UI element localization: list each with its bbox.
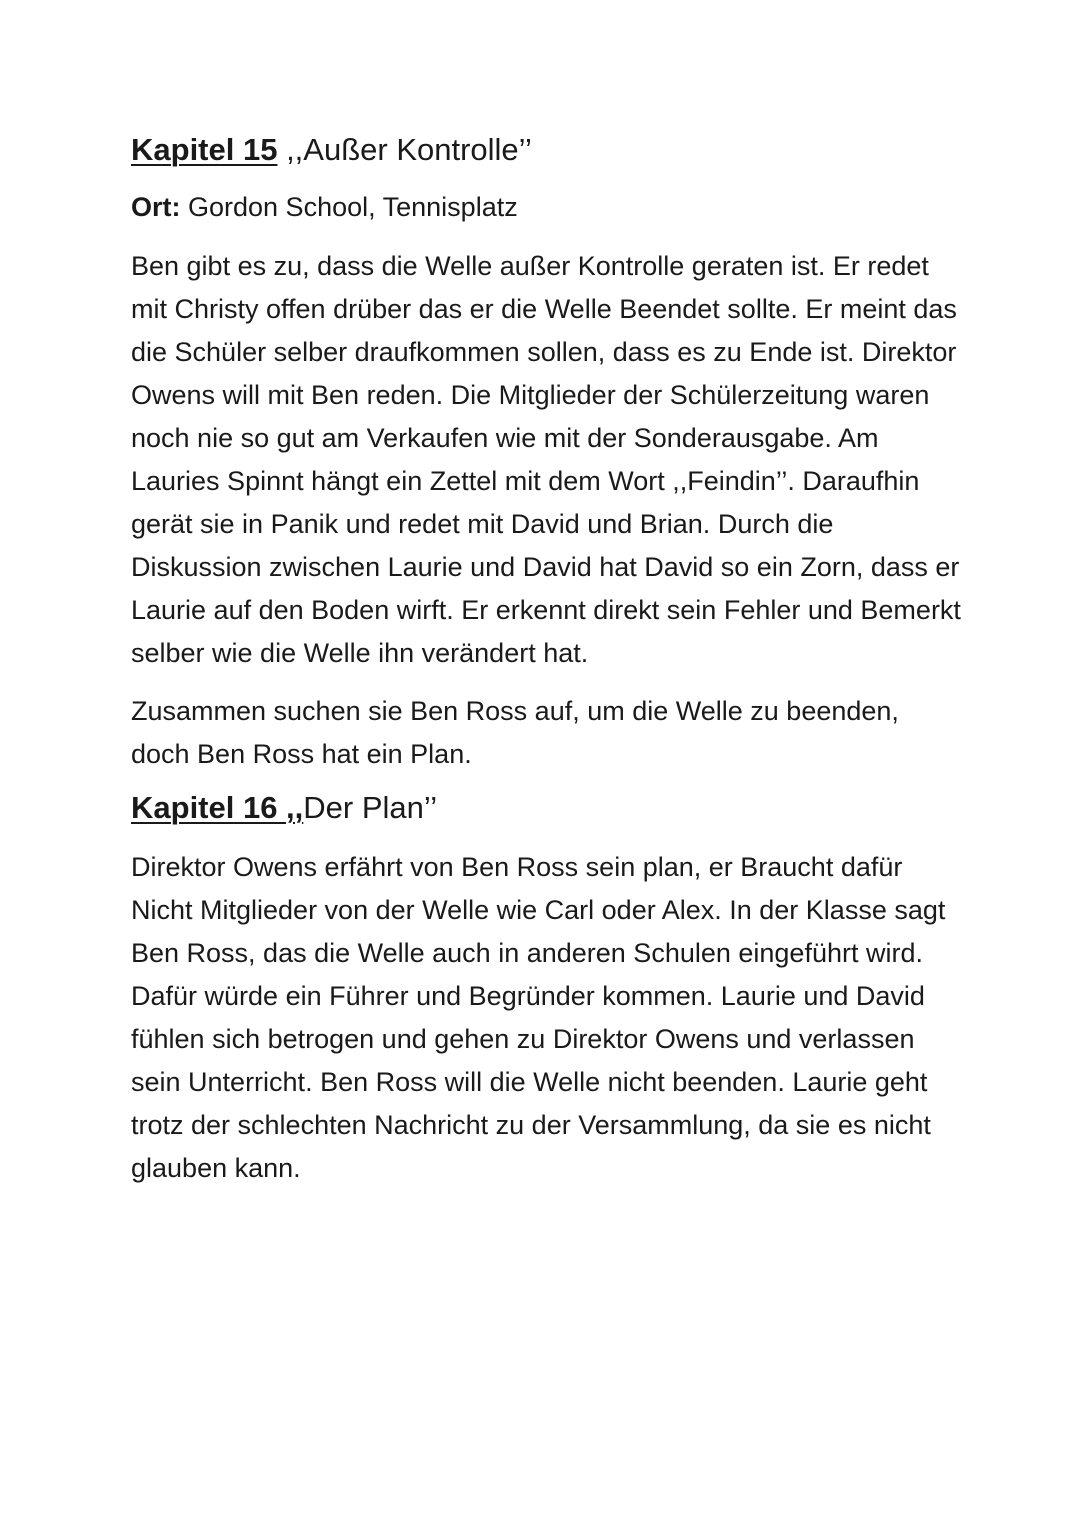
chapter-16-paragraph-1: Direktor Owens erfährt von Ben Ross sein plan, er Braucht dafür Nicht Mitglieder von der Welle wie Carl oder Alex. In der Klasse sagt Ben Ross, das die Welle auch in anderen Schulen eingeführt wird. Dafür würde ein Führer und Begründer kommen. Laurie und David fühlen sich betrogen und gehen zu Direktor Owens und verlassen sein Unterricht. Ben Ross will die Welle nicht beenden. Laurie geht trotz der schlechten Nachricht zu der Versammlung, da sie es nicht glauben kann. [131,852,946,1183]
chapter-15-title: ,,Außer Kontrolle’’ [277,132,532,167]
chapter-15-paragraph-2: Zusammen suchen sie Ben Ross auf, um die Welle zu beenden, doch Ben Ross hat ein Plan. [131,696,899,769]
chapter-16-label: Kapitel 16 ,, [131,790,304,825]
chapter-15-place [131,187,961,227]
chapter-15-heading [131,130,961,170]
chapter-15-label: Kapitel 15 [131,132,278,167]
chapter-15-paragraph-1: Ben gibt es zu, dass die Welle außer Kontrolle geraten ist. Er redet mit Christy offen drüber das er die Welle Beendet sollte. Er meint das die Schüler selber draufkommen sollen, dass es zu Ende ist. Direktor Owens will mit Ben reden. Die Mitglieder der Schülerzeitung waren noch nie so gut am Verkaufen wie mit der Sonderausgabe. Am Lauries Spinnt hängt ein Zettel mit dem Wort ,,Feindin’’. Daraufhin gerät sie in Panik und redet mit David und Brian. Durch die Diskussion zwischen Laurie und David hat David so ein Zorn, dass er Laurie auf den Boden wirft. Er erkennt direkt sein Fehler und Bemerkt selber wie die Welle ihn verändert hat. [131,251,961,668]
chapter-16-title: Der Plan’’ [303,790,438,825]
chapter-16-heading [131,788,961,828]
place-value: Gordon School, Tennisplatz [180,192,518,222]
document-page [131,130,961,1190]
place-label: Ort: [131,192,181,222]
